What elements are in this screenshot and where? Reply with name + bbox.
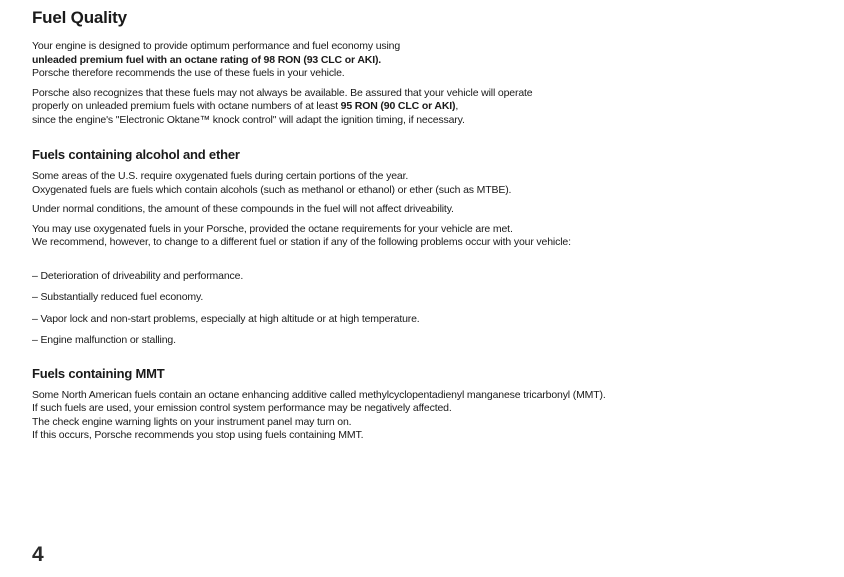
list-item: – Deterioration of driveability and performance. [32,269,244,282]
availability-line-2-post: , [455,100,459,112]
manual-page [32,8,822,449]
intro-line-2: unleaded premium fuel with an octane rating of 98 RON (93 CLC or AKI). [32,53,382,66]
alcohol-heading: Fuels containing alcohol and ether [32,147,240,162]
alcohol-p3-line-1: You may use oxygenated fuels in your Porsche, provided the octane requirements for your vehicle are met. [32,222,513,235]
alcohol-p1-line-1: Some areas of the U.S. require oxygenated fuels during certain portions of the year. [32,170,409,182]
problem-list [32,270,822,348]
alcohol-paragraph-3 [32,223,822,250]
alcohol-paragraph-2: Under normal conditions, the amount of these compounds in the fuel will not affect driveability. [32,203,454,215]
mmt-line-1: Some North American fuels contain an octane enhancing additive called methylcyclopentadienyl manganese tricarbonyl (MMT). [32,388,606,401]
list-item: – Vapor lock and non-start problems, especially at high altitude or at high temperature. [32,312,420,325]
list-item: – Engine malfunction or stalling. [32,334,176,346]
intro-line-3: Porsche therefore recommends the use of these fuels in your vehicle. [32,67,345,79]
mmt-line-2: If such fuels are used, your emission control system performance may be negatively affected. [32,402,452,414]
intro-paragraph [32,40,822,81]
alcohol-p1-line-2: Oxygenated fuels are fuels which contain alcohols (such as methanol or ethanol) or ether (such as MTBE). [32,183,512,196]
alcohol-paragraph-1 [32,170,822,197]
mmt-heading: Fuels containing MMT [32,365,165,381]
mmt-paragraph [32,389,822,443]
availability-paragraph [32,87,822,128]
mmt-line-3: The check engine warning lights on your instrument panel may turn on. [32,415,352,428]
availability-line-3: since the engine's "Electronic Oktane™ knock control" will adapt the ignition timing, if necessary. [32,113,465,126]
availability-line-1: Porsche also recognizes that these fuels may not always be available. Be assured that your vehicle will operate [32,86,533,99]
page-title: Fuel Quality [32,8,127,27]
availability-line-2-pre: properly on unleaded premium fuels with octane numbers of at least [32,100,341,112]
availability-octane-min: 95 RON (90 CLC or AKI) [340,100,456,112]
page-number: 4 [32,543,44,566]
intro-line-1: Your engine is designed to provide optimum performance and fuel economy using [32,40,401,52]
list-item: – Substantially reduced fuel economy. [32,291,204,303]
mmt-line-4: If this occurs, Porsche recommends you stop using fuels containing MMT. [32,429,364,441]
alcohol-p3-line-2: We recommend, however, to change to a different fuel or station if any of the following problems occur with your vehicle: [32,236,571,248]
availability-line-2 [32,100,822,114]
